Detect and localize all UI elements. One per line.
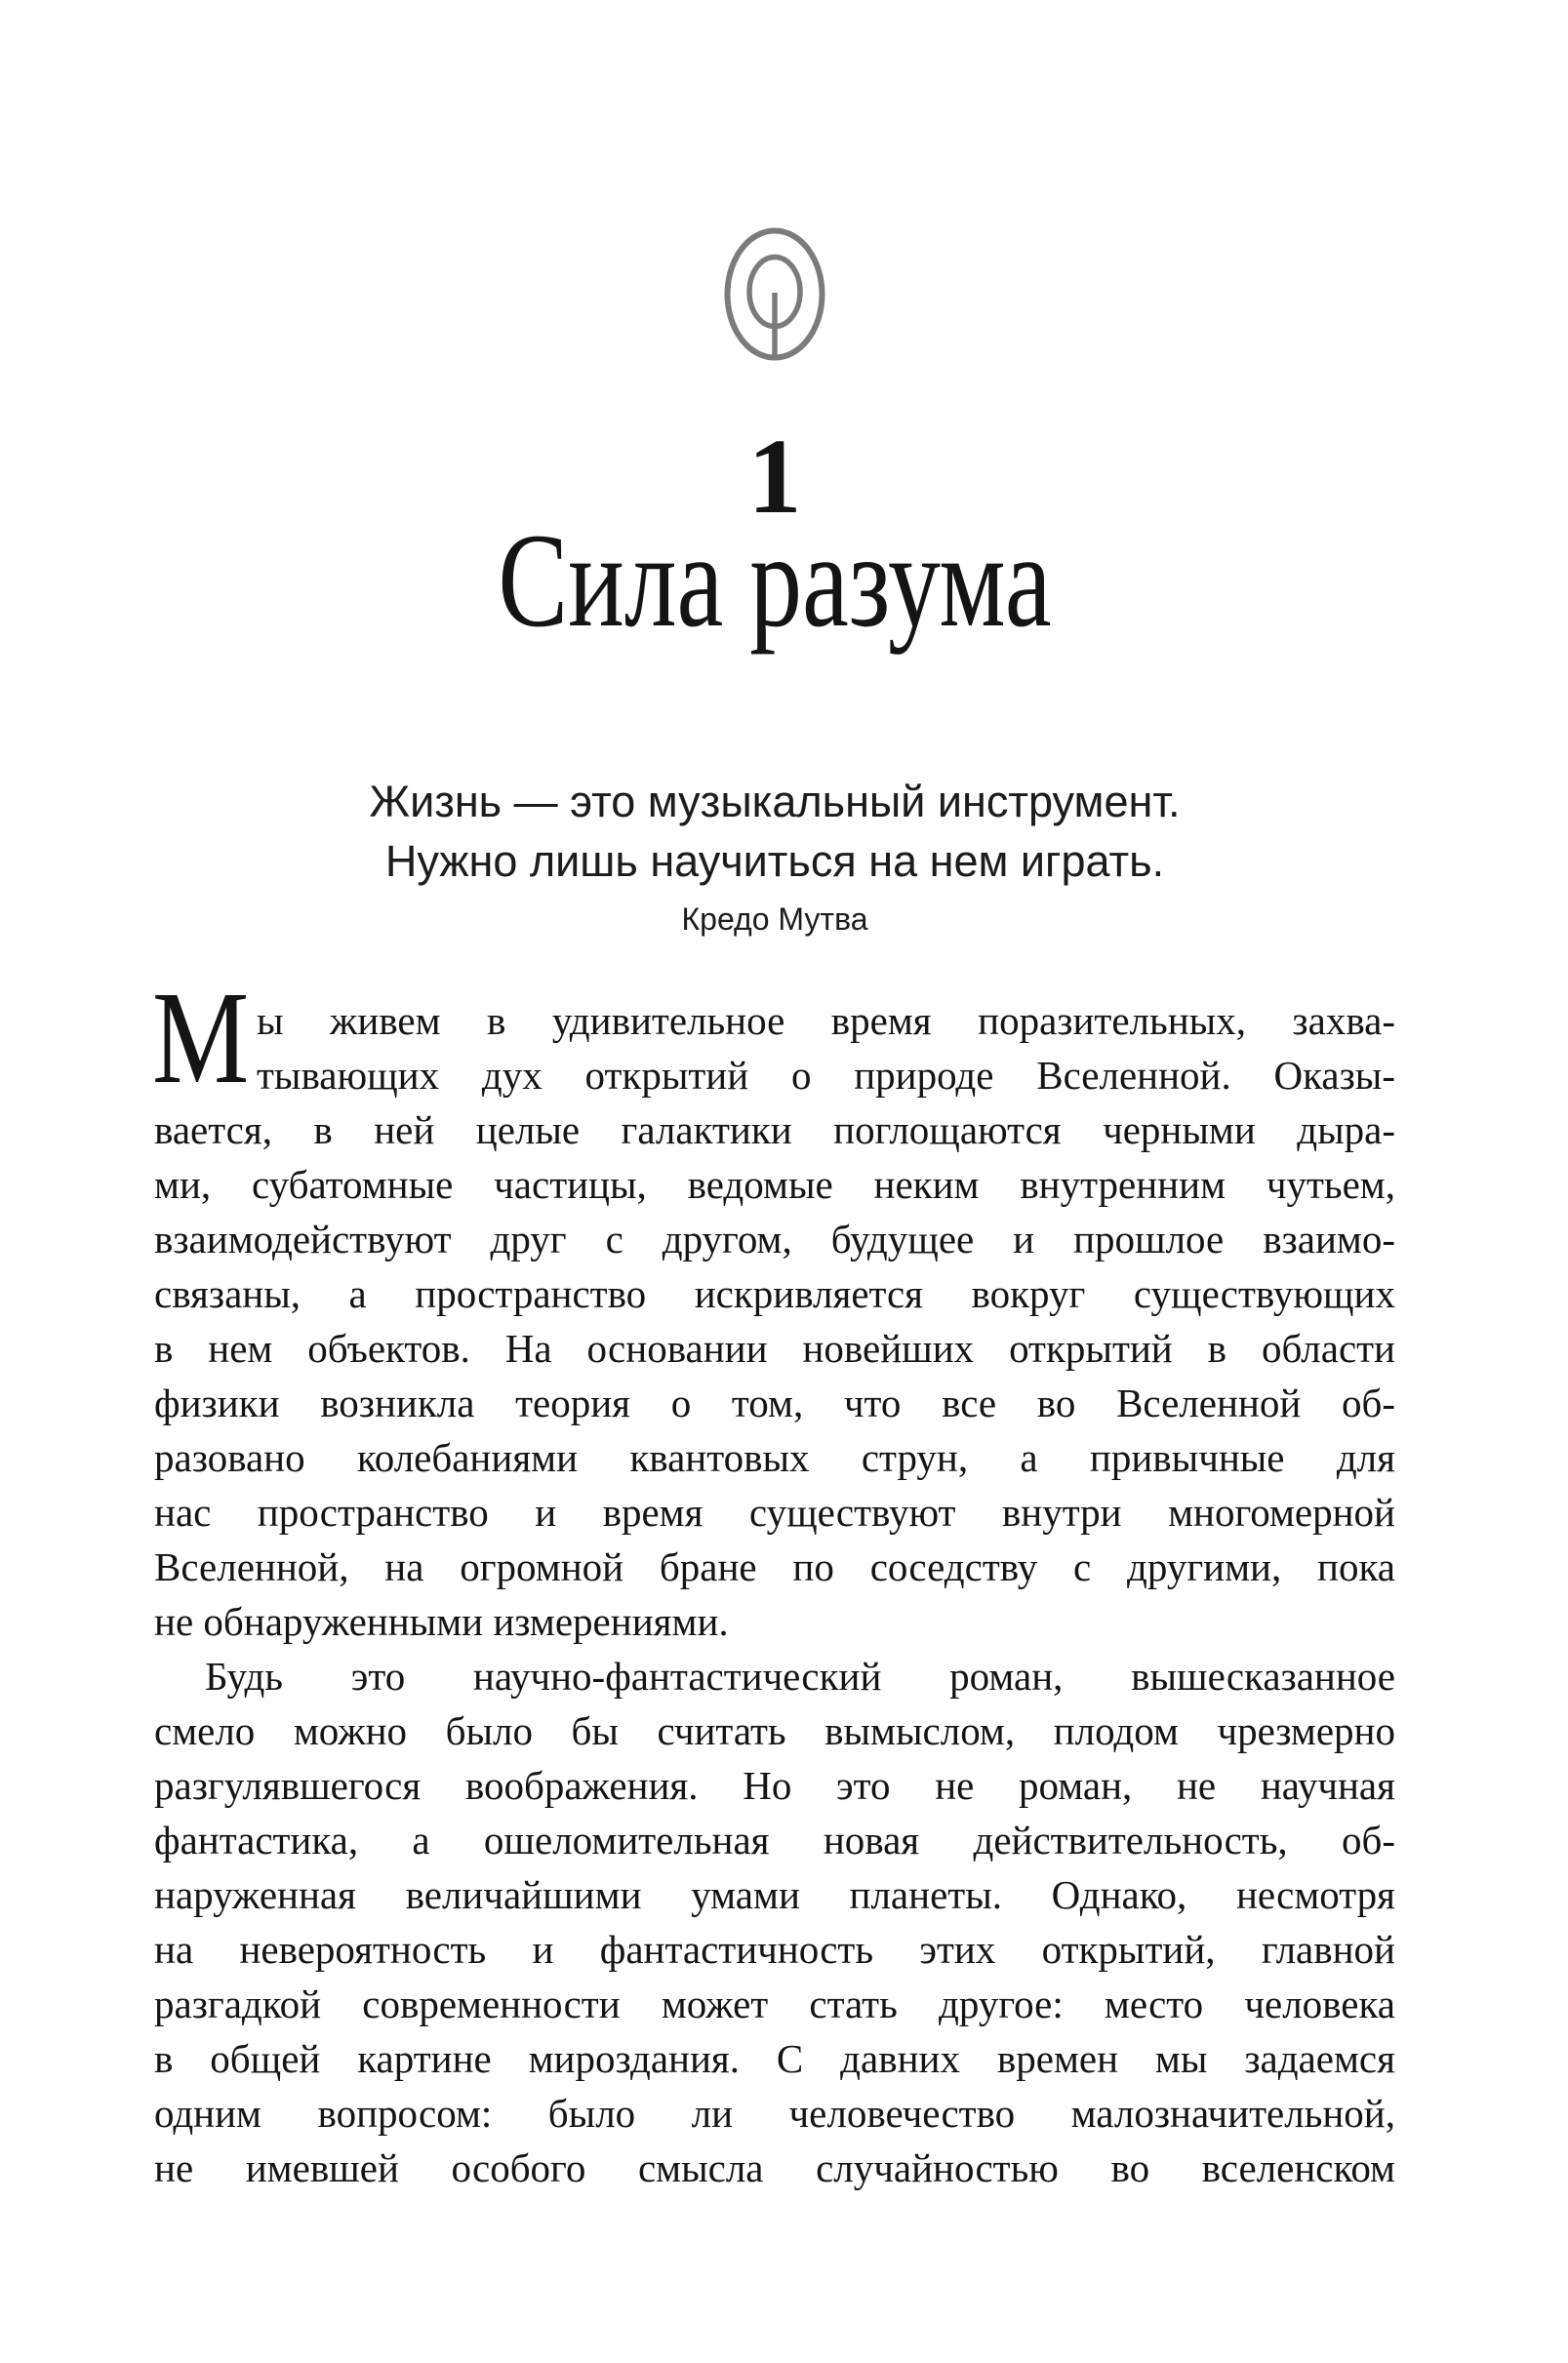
publisher-ornament-icon bbox=[724, 227, 825, 361]
text-line: разовано колебаниями квантовых струн, а привычные для bbox=[154, 1435, 1395, 1480]
text-line: разгулявшегося воображения. Но это не роман, не научная bbox=[154, 1763, 1395, 1808]
paragraph-1 bbox=[154, 993, 1395, 1649]
text-line: вается, в ней целые галактики поглощаются черными дыра- bbox=[154, 1107, 1395, 1152]
epigraph-attribution: Кредо Мутва bbox=[681, 901, 868, 937]
text-line: одним вопросом: было ли человечество малозначительной, bbox=[154, 2091, 1395, 2136]
text-line: в общей картине мироздания. С давних времен мы задаемся bbox=[154, 2036, 1395, 2081]
text-line: на невероятность и фантастичность этих открытий, главной bbox=[154, 1927, 1395, 1972]
text-line: разгадкой современности может стать другое: место человека bbox=[154, 1982, 1395, 2026]
text-line: физики возникла теория о том, что все во Вселенной об- bbox=[154, 1381, 1395, 1425]
text-line: взаимодействуют друг с другом, будущее и прошлое взаимо- bbox=[154, 1217, 1395, 1262]
text-line: Вселенной, на огромной бране по соседству с другими, пока bbox=[154, 1544, 1395, 1589]
ornament bbox=[154, 227, 1395, 361]
paragraph-2 bbox=[154, 1649, 1395, 2195]
text-line: в нем объектов. На основании новейших открытий в области bbox=[154, 1326, 1395, 1371]
text-line: фантастика, а ошеломительная новая действительность, об- bbox=[154, 1818, 1395, 1862]
text-line: связаны, а пространство искривляется вокруг существующих bbox=[154, 1271, 1395, 1316]
text-line: нас пространство и время существуют внутри многомерной bbox=[154, 1490, 1395, 1535]
chapter-number: 1 bbox=[747, 417, 802, 536]
text-line: Нужно лишь научиться на нем играть. bbox=[384, 836, 1165, 886]
text-line: не обнаруженными измерениями. bbox=[154, 1599, 729, 1644]
text-line: ми, субатомные частицы, ведомые неким внутренним чутьем, bbox=[154, 1162, 1395, 1207]
text-line: ы живем в удивительное время поразительных, захва- bbox=[257, 998, 1395, 1043]
epigraph bbox=[154, 772, 1395, 941]
drop-cap: М bbox=[152, 965, 250, 1111]
epigraph-text bbox=[154, 772, 1395, 891]
text-line: смело можно было бы считать вымыслом, плодом чрезмерно bbox=[154, 1708, 1395, 1753]
text-line: не имевшей особого смысла случайностью во вселенском bbox=[154, 2145, 1395, 2190]
chapter-title: Сила разума bbox=[498, 505, 1052, 655]
text-line: Будь это научно-фантастический роман, вышесказанное bbox=[205, 1654, 1395, 1699]
text-line: тывающих дух открытий о природе Вселенной. Оказы- bbox=[257, 1053, 1395, 1098]
body-text bbox=[154, 993, 1395, 2195]
text-line: наруженная величайшими умами планеты. Однако, несмотря bbox=[154, 1872, 1395, 1917]
text-line: Жизнь — это музыкальный инструмент. bbox=[369, 777, 1181, 826]
